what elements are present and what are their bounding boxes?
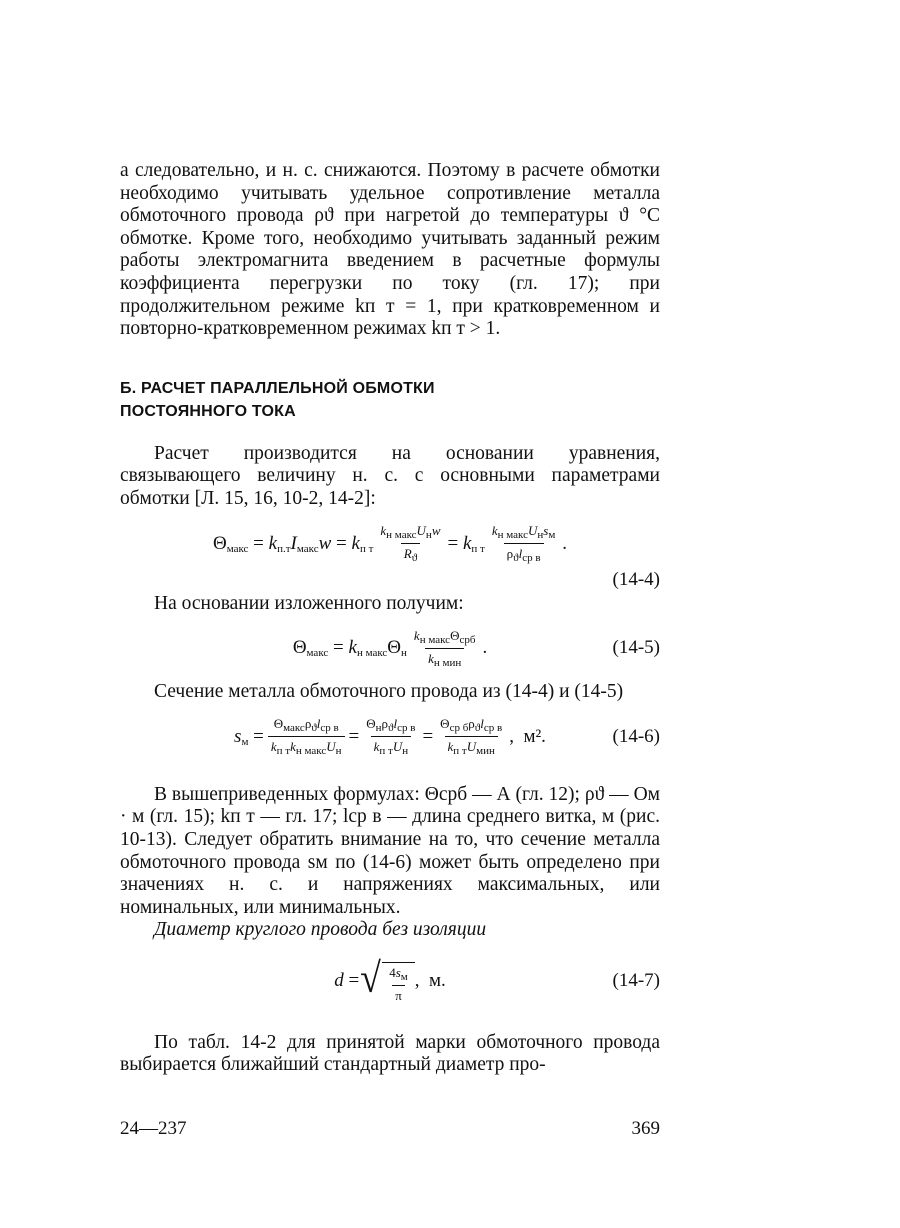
paragraph-table: По табл. 14-2 для принятой марки обмоточного провода выбирается ближайший стандартный диаметр про- [120,1031,660,1076]
equation-14-6: $s_м$ = $\frac{\Theta_{макс}\rho_ϑl_{ср в}}{k_{п т}k_{н макс}U_н}$ = $\frac{\Theta_н\rho_ϑl_{ср в}}{k_{п т}U_н}$ = $\frac{\Theta_{ср б}\rho_ϑl_{ср в}}{k_{п т}U_{мин}}$ , м². (14-6) [234,716,660,758]
heading-line-1: Б. РАСЧЕТ ПАРАЛЛЕЛЬНОЙ ОБМОТКИ [120,379,435,397]
equation-number-14-5: (14-5) [612,637,660,659]
equation-14-7: d = √ $\frac{4s_м}{\pi}$ , м. (14-7) [334,955,660,1003]
page-number: 369 [631,1118,660,1139]
page-footer [120,1118,660,1140]
paragraph-notation: В вышеприведенных формулах: Θсрб — А (гл. 12); ρϑ — Ом · м (гл. 15); kп т — гл. 17; lср в — длина среднего витка, м (рис. 10-13). Следует обратить внимание на то, что сечение металла обмоточного провода sм по (14-6) может быть определено при значениях н. с. и напряжениях максимальных, или номинальных, или минимальных. [120,783,660,918]
paragraph-equation-intro: Расчет производится на основании уравнения, связывающего величину н. с. с основными параметрами обмотки [Л. 15, 16, 10-2, 14-2]: [120,442,660,509]
paragraph-section: Сечение металла обмоточного провода из (14-4) и (14-5) [154,681,624,703]
equation-14-5: $\Theta_{макс} = k_{н макс}\Theta_н$ $\frac{k_{н макс}\Theta_{срб}}{k_{н мин}}$ . (14-5) [292,627,660,669]
paragraph-intro: а следовательно, и н. с. снижаются. Поэтому в расчете обмотки необходимо учитывать удельное сопротивление металла обмоточного провода ρϑ при нагретой до температуры ϑ °С обмотке. Кроме того, необходимо учитывать заданный режим работы электромагнита введением в расчетные формулы коэффициента перегрузки по току (гл. 17); при продолжительном режиме kп т = 1, при кратковременном и повторно-кратковременном режимах kп т > 1. [120,160,660,340]
paragraph-result-intro: На основании изложенного получим: [154,592,464,614]
page-body [120,160,660,1077]
equation-number-14-6: (14-6) [612,725,660,747]
equation-14-4: $\Theta_{макс} = k_{п.т}I_{макс}w = k_{п т}$ $\frac{k_{н макс}U_нw}{R_ϑ}$ = $k_{п т}$ $\frac{k_{н макс}U_нs_м}{\rho_ϑl_{ср в}}$ . [212,523,568,565]
footer-signature: 24—237 [120,1118,187,1139]
sqrt-sign: √ $\frac{4s_м}{\pi}$ [359,958,415,1004]
paragraph-diameter-title: Диаметр круглого провода без изоляции [154,919,487,941]
equation-number-14-4: (14-4) [612,568,660,590]
equation-14-6-unit: м². [523,725,546,747]
heading-line-2: ПОСТОЯННОГО ТОКА [120,402,296,420]
section-heading [120,377,660,423]
equation-14-7-unit: м. [429,969,446,991]
equation-number-14-7: (14-7) [612,969,660,991]
